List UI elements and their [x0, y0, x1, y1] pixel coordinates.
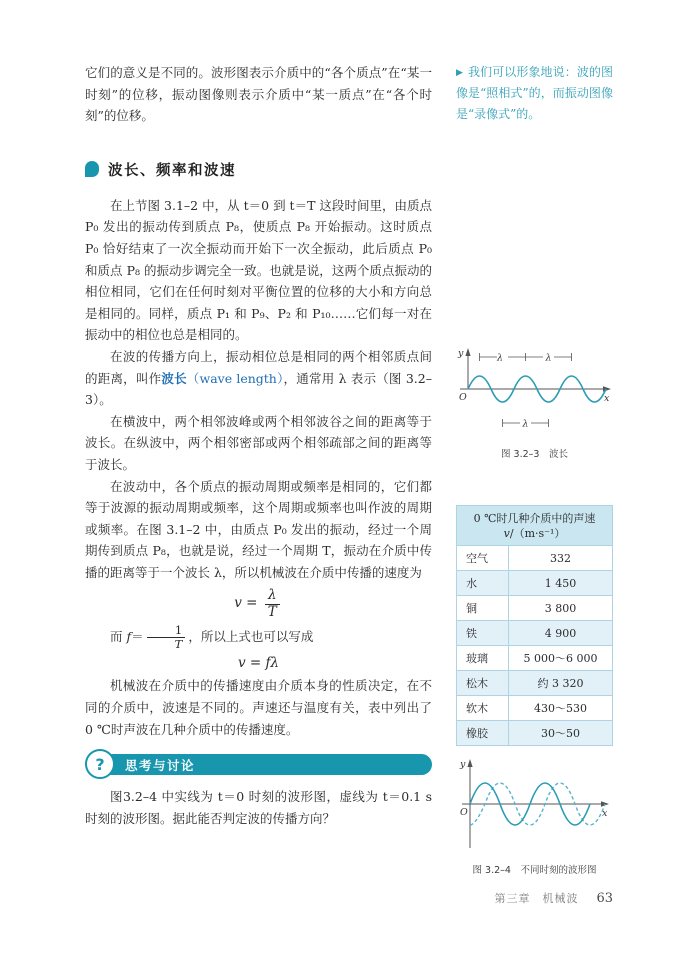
paragraph-period-frequency: 在波动中，各个质点的振动周期或频率是相同的，它们都等于波源的振动周期或频率，这个周期或频率也叫作波的周期或频率。在图 3.1–2 中，由质点 P₀ 发出的振动，经过一个周期传到质点 P₈，也就是说，经过一个周期 T，振动在介质中传播的距离等于一个波长 λ，所以机械波在介质中传播的速度为: [85, 478, 432, 580]
paragraph-phase: 在上节图 3.1–2 中，从 t＝0 到 t＝T 这段时间里，由质点 P₀ 发出的振动传到质点 P₈，使质点 P₈ 开始振动。这时质点 P₀ 恰好结束了一次全振动而开始下一次全振动，此后质点 P₀ 和质点 P₈ 的振动步调完全一致。也就是说，这两个质点振动的相位相同，它们在任何时刻对平衡位置的位移的大小和方向总是相同的。同样，质点 P₁ 和 P₉、P₂ 和 P₁₀……它们每一对在振动中的相位也总是相同的。: [85, 197, 432, 343]
fraction-denominator: T: [147, 637, 186, 651]
formula-wave-speed-frequency: v = fλ: [237, 655, 280, 672]
margin-note: [456, 62, 613, 124]
medium-cell: 玻璃: [457, 646, 509, 671]
x-axis-arrow-icon: [603, 386, 611, 392]
figure-waveforms-different-times: [456, 754, 613, 876]
table-unit: /（m·s⁻¹）: [509, 527, 566, 540]
speed-cell: 1 450: [509, 571, 613, 596]
text-run: 而: [110, 628, 123, 644]
margin-column: [456, 62, 613, 876]
text-run: 在波的传播方向上，振动相位总是相同的两个相邻质点间的距离，叫作: [85, 348, 432, 386]
medium-cell: 空气: [457, 546, 509, 571]
y-axis-arrow-icon: [467, 759, 472, 767]
medium-cell: 橡胶: [457, 721, 509, 746]
speed-cell: 5 000～6 000: [509, 646, 613, 671]
triangle-marker-icon: ▶: [456, 67, 464, 78]
lambda-label: λ: [496, 352, 504, 364]
equals-sign: =: [246, 595, 258, 612]
question-mark-icon: ?: [85, 749, 115, 779]
table-unit-variable: v: [503, 527, 510, 540]
origin-label: O: [460, 807, 468, 818]
section-marker-icon: [85, 161, 99, 177]
formula-wave-speed: [85, 588, 432, 619]
figure-caption: 图 3.2–4 不同时刻的波形图: [472, 865, 597, 876]
table-row: [457, 696, 613, 721]
y-axis-arrow-icon: [465, 348, 470, 356]
speed-cell: 430～530: [509, 696, 613, 721]
page-footer: [494, 890, 613, 906]
fraction-numerator: λ: [267, 587, 277, 604]
table-row: [457, 721, 613, 746]
speed-cell: 4 900: [509, 621, 613, 646]
lambda-label: λ: [522, 418, 529, 430]
paragraph-wavelength-definition: [85, 346, 432, 411]
medium-cell: 铜: [457, 596, 509, 621]
medium-cell: 水: [457, 571, 509, 596]
figure-caption: 图 3.2–3 波长: [501, 449, 568, 460]
section-title: 波长、频率和波速: [108, 162, 236, 179]
text-run: ，所以上式也可以写成: [188, 628, 314, 644]
waveform-comparison-diagram: [456, 754, 613, 854]
term-wavelength: 波长: [161, 370, 187, 386]
speed-cell: 30～50: [509, 721, 613, 746]
paragraph-transverse-longitudinal: 在横波中，两个相邻波峰或两个相邻波谷之间的距离等于波长。在纵波中，两个相邻密部或两个相邻疏部之间的距离等于波长。: [85, 413, 432, 472]
table-row: [457, 671, 613, 696]
fraction-denominator: T: [265, 604, 280, 620]
page-number: 63: [596, 891, 613, 906]
table-row: [457, 571, 613, 596]
fraction: [265, 588, 280, 619]
y-axis-label: y: [458, 348, 464, 359]
think-banner: [98, 754, 432, 775]
frequency-variable: f: [126, 628, 132, 644]
think-question-text: 图3.2–4 中实线为 t＝0 时刻的波形图，虚线为 t＝0.1 s 时刻的波形图。据此能否判定波的传播方向？: [85, 789, 432, 826]
term-wavelength-english: （wave length）: [186, 370, 284, 386]
y-axis-label: y: [460, 759, 466, 770]
figure-wavelength: [456, 343, 613, 460]
table-header: [457, 506, 613, 546]
fraction-numerator: 1: [174, 622, 183, 637]
chapter-title: 第三章 机械波: [494, 892, 579, 905]
medium-cell: 松木: [457, 671, 509, 696]
x-axis-label: x: [602, 808, 608, 819]
medium-cell: 铁: [457, 621, 509, 646]
medium-cell: 软木: [457, 696, 509, 721]
sound-speed-table: [456, 505, 613, 746]
paragraph-medium-speed: 机械波在介质中的传播速度由介质本身的性质决定，在不同的介质中，波速是不同的。声速还与温度有关，表中列出了 0 ℃时声波在几种介质中的传播速度。: [85, 678, 432, 737]
table-title: 0 ℃时几种介质中的声速: [473, 512, 596, 525]
paragraph-frequency-relation: [85, 624, 432, 651]
equals-sign: ＝: [131, 628, 144, 644]
x-axis-label: x: [604, 393, 610, 404]
origin-label: O: [459, 392, 467, 403]
intro-paragraph: 它们的意义是不同的。波形图表示介质中的“各个质点”在“某一时刻”的位移，振动图像则表示介质中“某一质点”在“各个时刻”的位移。: [85, 65, 432, 124]
text-run: ，通常用 λ 表示（图 3.2–3）。: [85, 370, 432, 408]
speed-cell: 332: [509, 546, 613, 571]
speed-cell: 约 3 320: [509, 671, 613, 696]
table-row: [457, 596, 613, 621]
fraction: [147, 624, 186, 651]
main-text-column: [85, 62, 432, 829]
table-row: [457, 546, 613, 571]
think-title: 思考与讨论: [125, 757, 196, 773]
section-header: [85, 159, 432, 180]
speed-cell: 3 800: [509, 596, 613, 621]
table-row: [457, 646, 613, 671]
formula-lhs: v: [234, 595, 242, 612]
margin-note-text: 我们可以形象地说：波的图像是“照相式”的，而振动图像是“录像式”的。: [456, 65, 613, 121]
table-row: [457, 621, 613, 646]
think-and-discuss-section: [85, 754, 432, 829]
lambda-label: λ: [545, 352, 552, 364]
lambda-dimension-lines: [480, 353, 572, 427]
wavelength-diagram: [456, 343, 613, 438]
